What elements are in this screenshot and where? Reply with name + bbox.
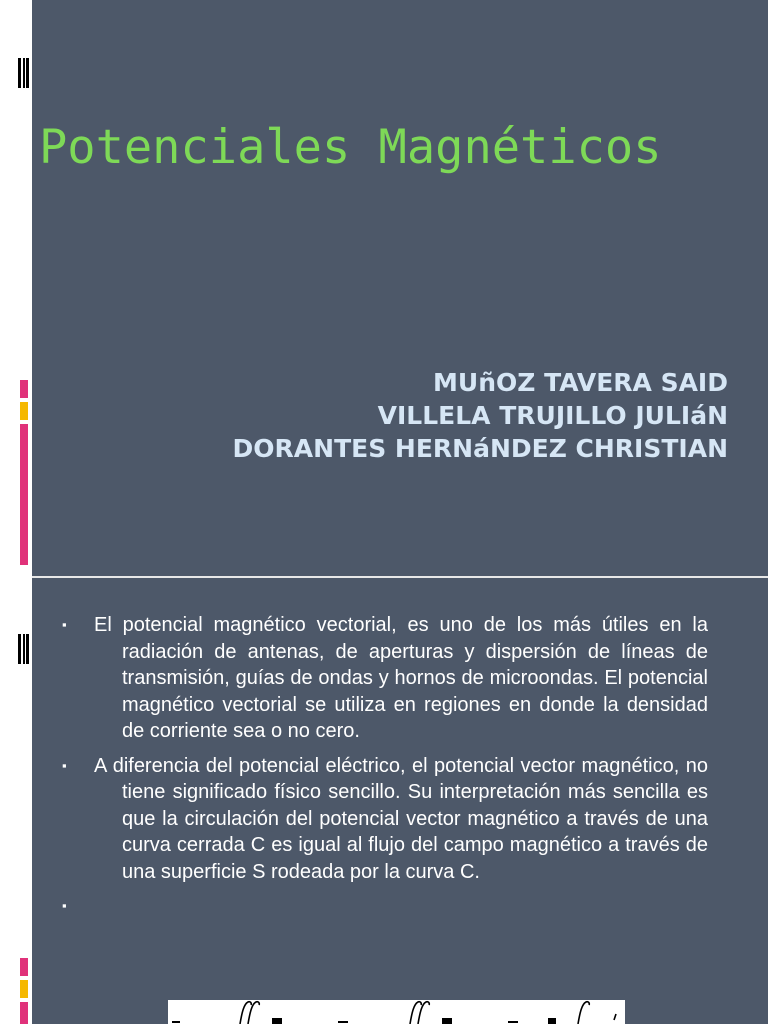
slide-marker-bars-icon	[18, 58, 30, 88]
equation-graphic	[168, 1000, 625, 1024]
slide-marker-bars-icon	[18, 634, 30, 664]
bullet-list	[62, 612, 708, 927]
author-name: DORANTES HERNáNDEZ CHRISTIAN	[232, 434, 728, 463]
bullet-icon: ▪	[62, 757, 67, 773]
slide-title-text: Potenciales Magnéticos	[39, 120, 662, 175]
author-name: MUñOZ TAVERA SAID	[433, 368, 728, 397]
accent-strip	[20, 958, 28, 1024]
author-list	[233, 366, 728, 465]
bullet-item	[62, 893, 708, 919]
author-name: VILLELA TRUJILLO JULIáN	[377, 401, 728, 430]
bullet-icon: ▪	[62, 898, 67, 913]
accent-strip	[20, 380, 28, 565]
bullet-item	[62, 612, 708, 745]
bullet-text: A diferencia del potencial eléctrico, el potencial vector magnético, no tiene significado físico sencillo. Su interpretación más sencilla es que la circulación del potencial vector magnético a través de una curva cerrada C es igual al flujo del campo magnético a través de una superficie S rodeada por la curva C.	[94, 754, 708, 883]
bullet-text: El potencial magnético vectorial, es uno de los más útiles en la radiación de antenas, de aperturas y dispersión de líneas de transmisión, guías de ondas y hornos de microondas. El potencial magnético vectorial se utiliza en regiones en donde la densidad de corriente sea o no cero.	[94, 614, 708, 742]
equation-image	[168, 1000, 625, 1024]
bullet-item	[62, 753, 708, 886]
slide-title	[32, 0, 768, 576]
bullet-icon: ▪	[62, 617, 67, 632]
